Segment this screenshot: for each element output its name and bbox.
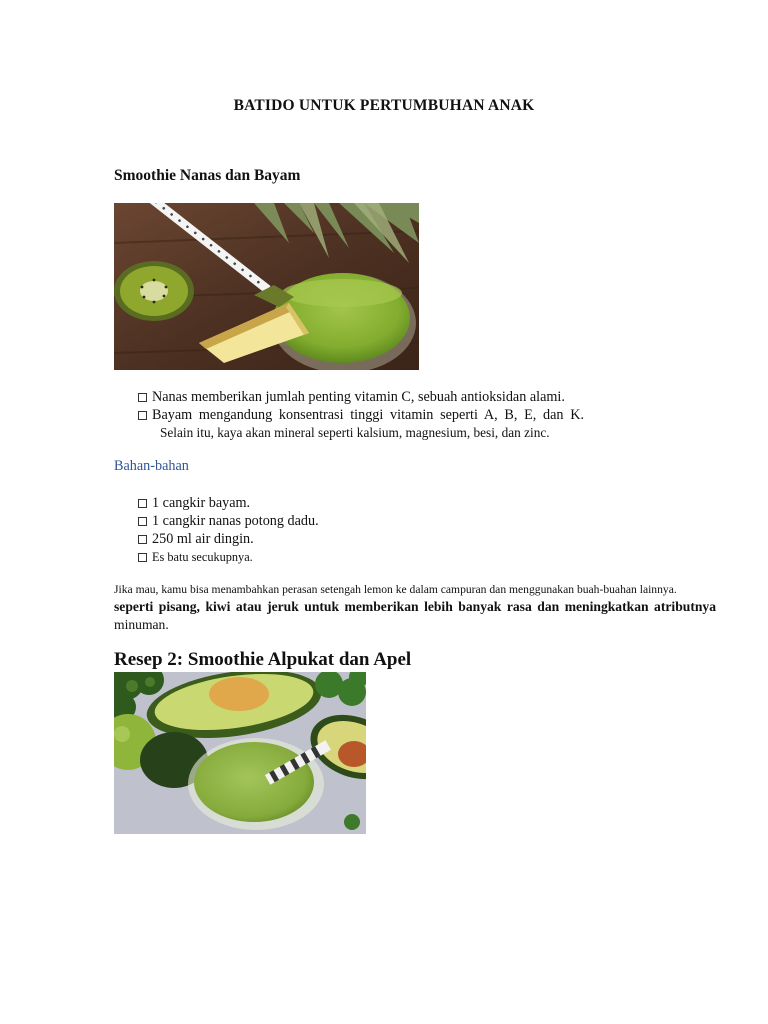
benefits-list: [137, 388, 597, 442]
list-item: [137, 548, 537, 566]
paragraph-end: minuman.: [114, 617, 169, 632]
ingredient-text: 1 cangkir nanas potong dadu.: [152, 513, 319, 529]
list-item: [137, 494, 537, 512]
ingredient-text: Es batu secukupnya.: [152, 550, 253, 564]
ingredients-heading: Bahan-bahan: [114, 458, 189, 474]
paragraph: [114, 598, 716, 634]
paragraph-bold: seperti pisang, kiwi atau jeruk untuk memberikan lebih banyak rasa dan meningkatkan atributnya: [114, 599, 716, 614]
benefit-text: Nanas memberikan jumlah penting vitamin C, sebuah antioksidan alami.: [152, 389, 565, 405]
section2-heading: Resep 2: Smoothie Alpukat dan Apel: [114, 649, 412, 670]
note-text: Jika mau, kamu bisa menambahkan perasan setengah lemon ke dalam campuran dan menggunakan buah-buahan lainnya.: [114, 583, 677, 596]
checkbox-bullet-icon: [138, 411, 147, 420]
ingredient-text: 250 ml air dingin.: [152, 531, 254, 547]
checkbox-bullet-icon: [138, 535, 147, 544]
list-item: [137, 530, 537, 548]
list-item: [137, 512, 537, 530]
checkbox-bullet-icon: [138, 499, 147, 508]
ingredients-list: [137, 494, 537, 566]
checkbox-bullet-icon: [138, 393, 147, 402]
checkbox-bullet-icon: [138, 553, 147, 562]
list-item: [137, 388, 597, 406]
checkbox-bullet-icon: [138, 517, 147, 526]
smoothie-pineapple-image: [114, 203, 419, 370]
document-title: BATIDO UNTUK PERTUMBUHAN ANAK: [233, 97, 535, 114]
smoothie-avocado-image: [114, 672, 366, 834]
ingredient-text: 1 cangkir bayam.: [152, 495, 251, 511]
benefit-continuation: Selain itu, kaya akan mineral seperti kalsium, magnesium, besi, dan zinc.: [160, 425, 550, 440]
list-item: [137, 406, 597, 424]
benefit-text: Bayam mengandung konsentrasi tinggi vitamin seperti A, B, E, dan K.: [152, 407, 584, 423]
section1-heading: Smoothie Nanas dan Bayam: [114, 167, 301, 184]
